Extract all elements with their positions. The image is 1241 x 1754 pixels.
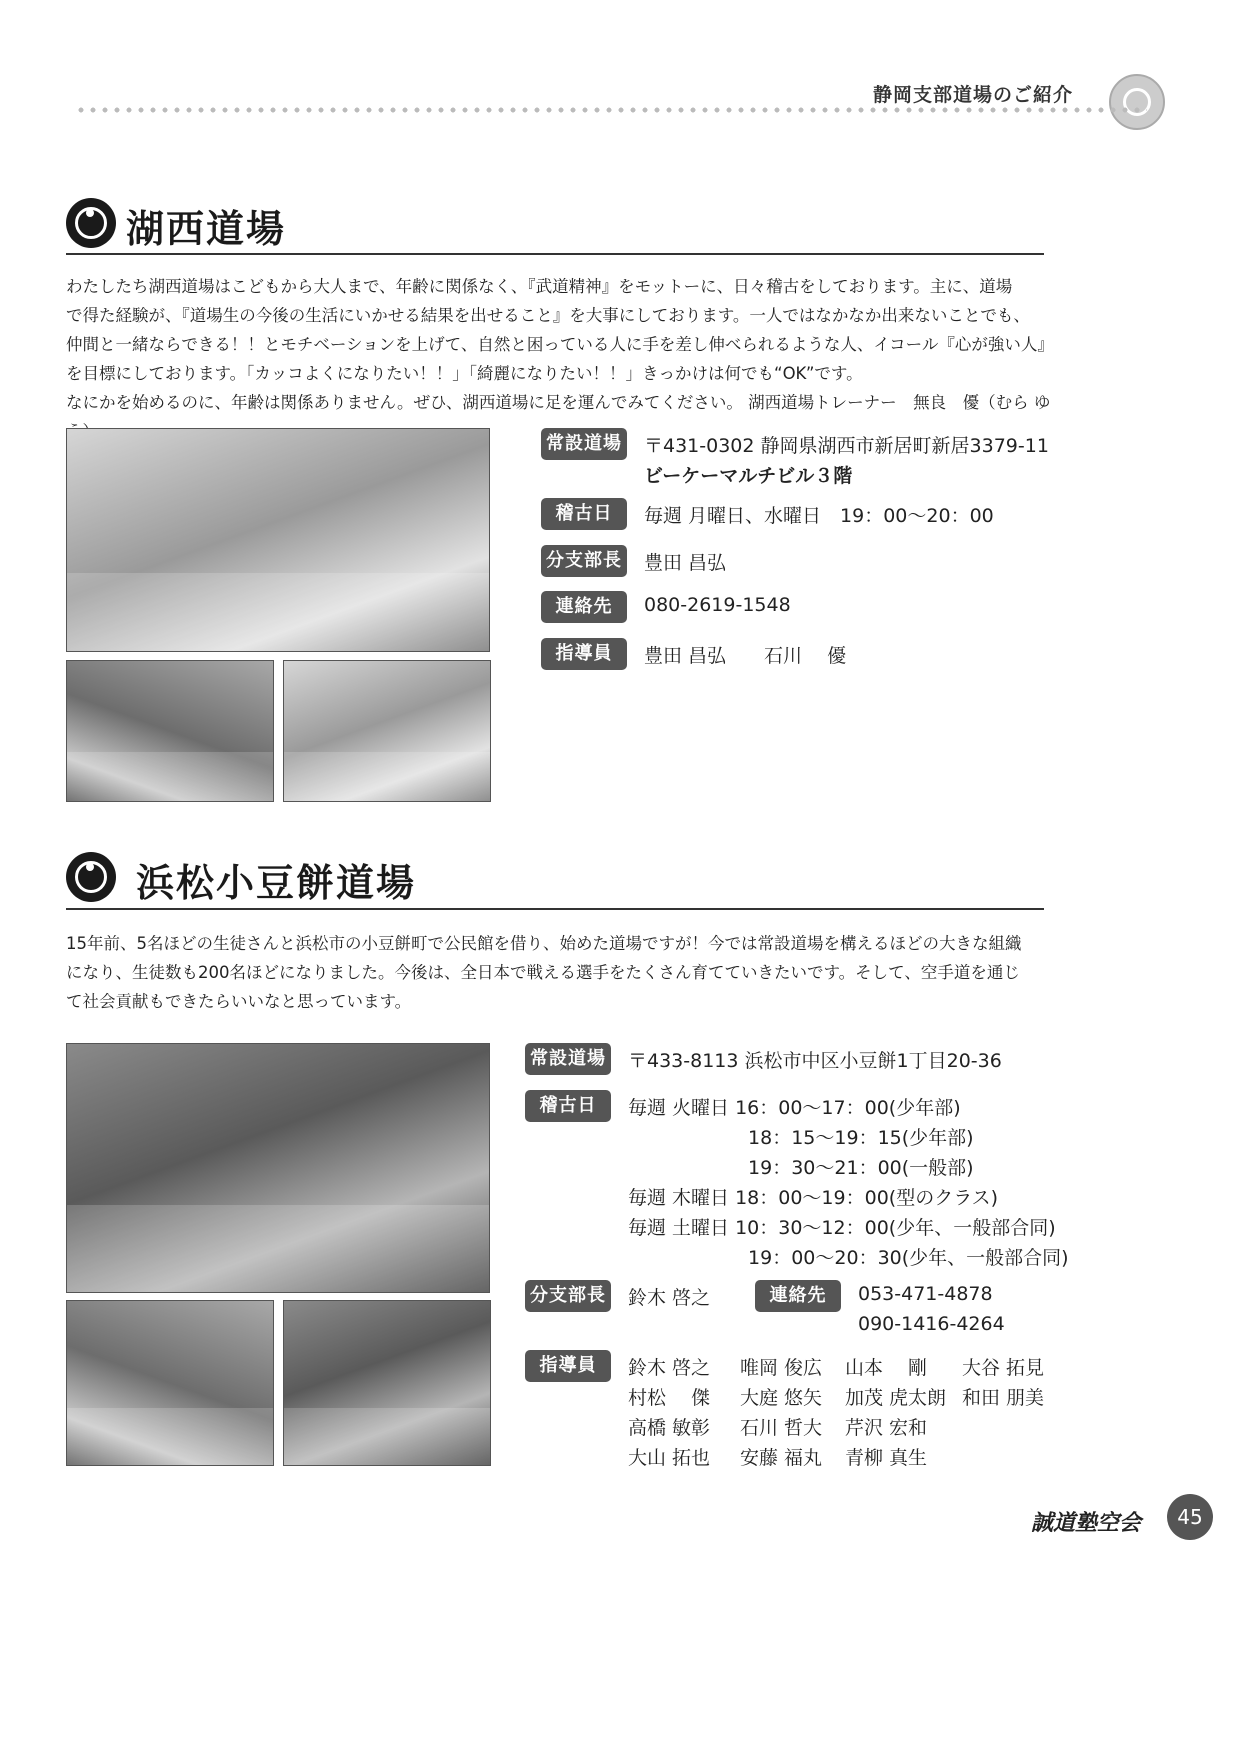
label-instructors: 指導員 xyxy=(525,1350,611,1382)
section-intro-kosai xyxy=(66,272,1056,446)
schedule-line: 19：00〜20：30(少年、一般部合同) xyxy=(628,1247,1069,1269)
dojo-address: 〒433-8113 浜松市中区小豆餅1丁目20-36 xyxy=(628,1050,1002,1072)
label-dojo: 常設道場 xyxy=(525,1043,611,1075)
instructor-name: 唯岡 俊広 xyxy=(740,1357,823,1379)
section-divider xyxy=(66,908,1044,910)
intro-line: て社会貢献もできたらいいなと思っています。 xyxy=(66,992,412,1011)
contact-phone: 080-2619-1548 xyxy=(644,594,791,616)
instructor-name: 芹沢 宏和 xyxy=(845,1417,928,1439)
instructor-name: 石川 哲大 xyxy=(740,1417,823,1439)
label-practice: 稽古日 xyxy=(541,498,627,530)
schedule-line: 18：15〜19：15(少年部) xyxy=(628,1127,974,1149)
schedule-line: 毎週 土曜日 10：30〜12：00(少年、一般部合同) xyxy=(628,1217,1056,1239)
instructor-name: 大谷 拓見 xyxy=(962,1357,1045,1379)
instructor-name: 高橋 敏彰 xyxy=(628,1417,711,1439)
practice-schedule: 毎週 月曜日、水曜日 19：00〜20：00 xyxy=(644,505,994,527)
label-contact: 連絡先 xyxy=(755,1280,841,1312)
instructor-name: 和田 朋美 xyxy=(962,1387,1045,1409)
instructor-name: 加茂 虎太朗 xyxy=(845,1387,947,1409)
header-logo-icon xyxy=(1109,74,1165,130)
page-number: 45 xyxy=(1167,1494,1213,1540)
intro-line: 仲間と一緒ならできる！！とモチベーションを上げて、自然と困っている人に手を差し伸べられるような人、イコール『心が強い人』 xyxy=(66,335,1054,354)
schedule-line: 毎週 木曜日 18：00〜19：00(型のクラス) xyxy=(628,1187,999,1209)
intro-line: 15年前、5名ほどの生徒さんと浜松市の小豆餅町で公民館を借り、始めた道場ですが！今では常設道場を構えるほどの大きな組織 xyxy=(66,934,1022,953)
contact-phone: 053-471-4878 xyxy=(858,1283,993,1305)
intro-line: になり、生徒数も200名ほどになりました。今後は、全日本で戦える選手をたくさん育てていきたいです。そして、空手道を通じ xyxy=(66,963,1020,982)
training-photo-kosai-1 xyxy=(66,660,274,802)
branch-head-name: 鈴木 啓之 xyxy=(628,1287,711,1309)
footer-brand-logo: 誠道塾空会 xyxy=(1030,1510,1141,1536)
group-photo-kosai xyxy=(66,428,490,652)
instructor-names: 豊田 昌弘 石川 優 xyxy=(644,645,847,667)
instructor-name: 村松 傑 xyxy=(628,1387,711,1409)
instructor-name: 鈴木 啓之 xyxy=(628,1357,711,1379)
group-photo-hamamatsu xyxy=(66,1043,490,1293)
contact-phone: 090-1416-4264 xyxy=(858,1313,1005,1335)
dojo-address: 〒431-0302 静岡県湖西市新居町新居3379-11 xyxy=(644,435,1049,457)
branch-head-name: 豊田 昌弘 xyxy=(644,552,727,574)
section-title-kosai: 湖西道場 xyxy=(126,206,287,251)
section-logo-icon xyxy=(66,852,116,902)
instructor-name: 山本 剛 xyxy=(845,1357,928,1379)
header-dotted-divider xyxy=(75,107,1147,113)
training-photo-hamamatsu-1 xyxy=(66,1300,274,1466)
section-divider xyxy=(66,253,1044,255)
intro-line: わたしたち湖西道場はこどもから大人まで、年齢に関係なく、『武道精神』をモットーに、日々稽古をしております。主に、道場 xyxy=(66,277,1013,296)
section-logo-icon xyxy=(66,198,116,248)
instructor-name: 安藤 福丸 xyxy=(740,1447,823,1469)
schedule-line: 毎週 火曜日 16：00〜17：00(少年部) xyxy=(628,1097,961,1119)
section-title-hamamatsu: 浜松小豆餅道場 xyxy=(136,860,417,905)
label-contact: 連絡先 xyxy=(541,591,627,623)
intro-line: を目標にしております。「カッコよくになりたい！！」「綺麗になりたい！！」きっかけは何でも“OK”です。 xyxy=(66,364,863,383)
training-photo-kosai-2 xyxy=(283,660,491,802)
instructor-name: 大山 拓也 xyxy=(628,1447,711,1469)
section-intro-hamamatsu xyxy=(66,929,1056,1016)
dojo-address-building: ビーケーマルチビル３階 xyxy=(644,465,853,487)
running-header-title: 静岡支部道場のご紹介 xyxy=(872,84,1073,106)
label-branch-head: 分支部長 xyxy=(541,545,627,577)
label-instructors: 指導員 xyxy=(541,638,627,670)
label-branch-head: 分支部長 xyxy=(525,1280,611,1312)
instructor-name: 青柳 真生 xyxy=(845,1447,928,1469)
intro-line: なにかを始めるのに、年齢は関係ありません。ぜひ、湖西道場に足を運んでみてください。 湖西道場トレーナー 無良 優（むら ゆ xyxy=(66,393,1051,412)
instructor-name: 大庭 悠矢 xyxy=(740,1387,823,1409)
schedule-line: 19：30〜21：00(一般部) xyxy=(628,1157,974,1179)
training-photo-hamamatsu-2 xyxy=(283,1300,491,1466)
label-dojo: 常設道場 xyxy=(541,428,627,460)
label-practice: 稽古日 xyxy=(525,1090,611,1122)
intro-line: で得た経験が、『道場生の今後の生活にいかせる結果を出せること』を大事にしております。一人ではなかなか出来ないことでも、 xyxy=(66,306,1030,325)
